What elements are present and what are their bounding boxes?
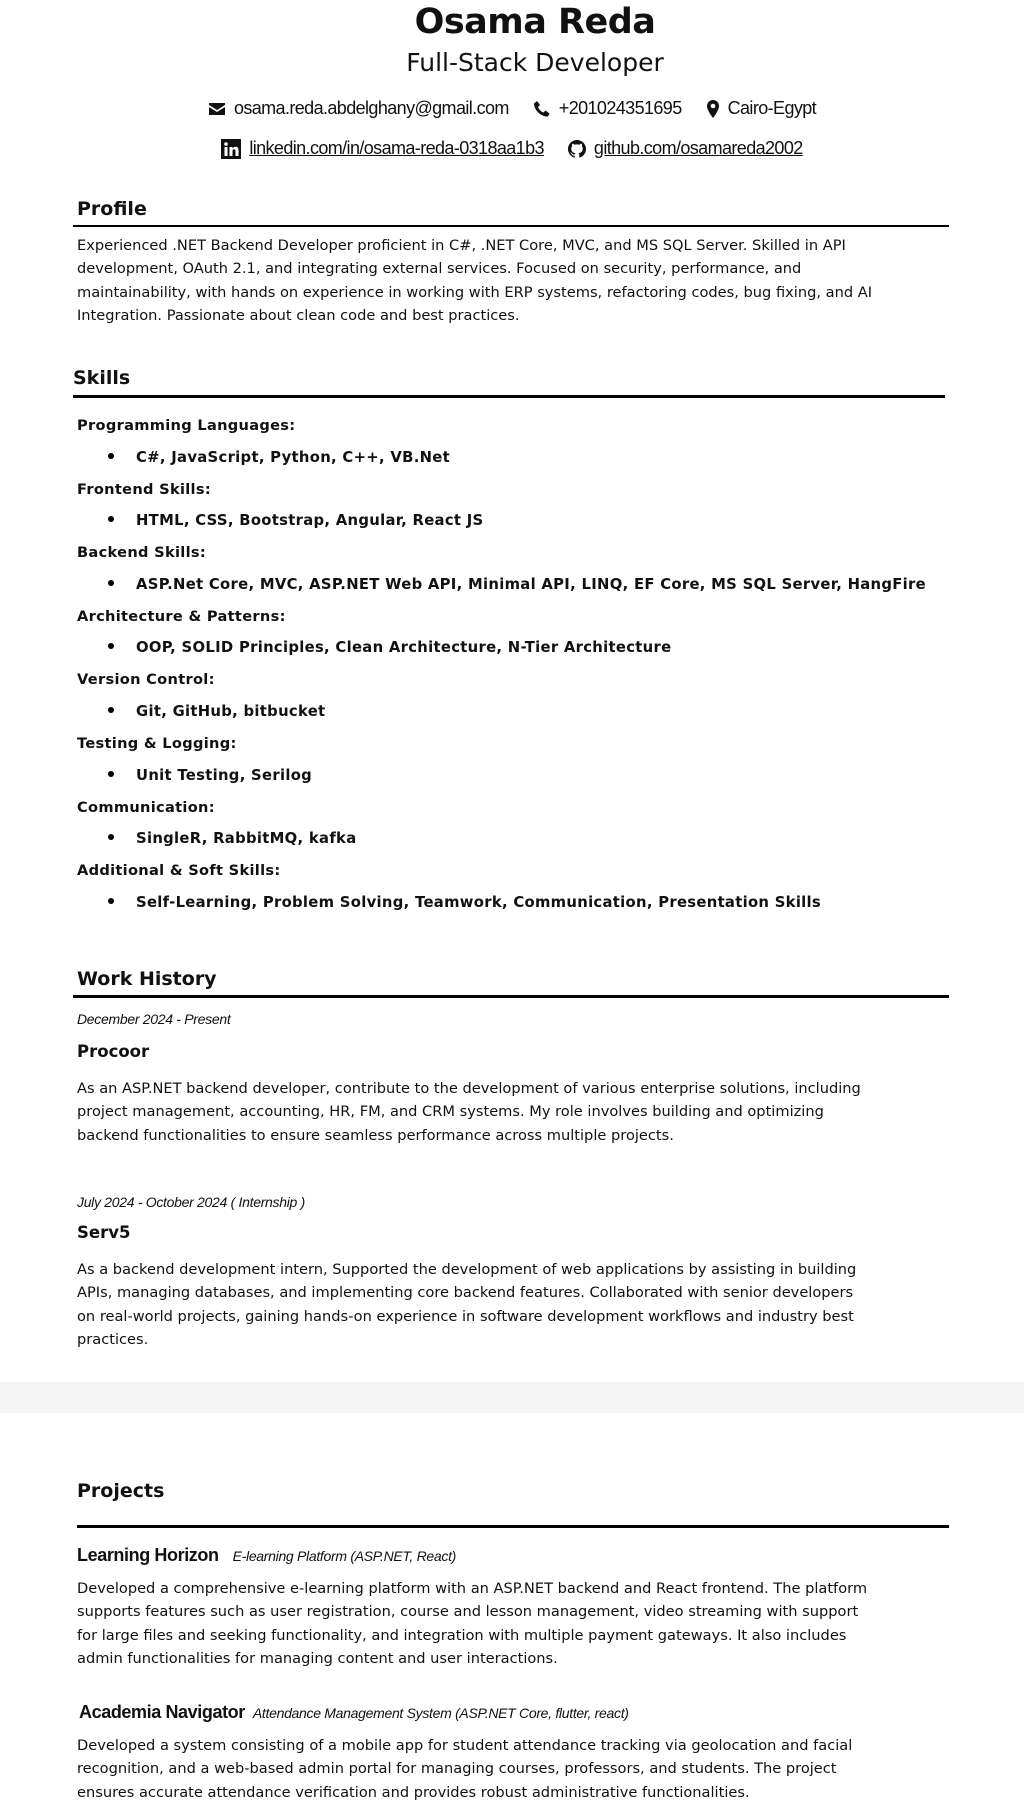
profile-line: development, OAuth 2.1, and integrating external services. Focused on security, performance, and: [77, 260, 802, 278]
candidate-title: Full-Stack Developer: [406, 48, 664, 77]
job-line: APIs, managing databases, and implementing core backend features. Collaborated with senior developers: [77, 1284, 854, 1302]
job-line: As an ASP.NET backend developer, contribute to the development of various enterprise solutions, including: [77, 1080, 861, 1097]
skill-bullet-item: [108, 830, 356, 847]
skill-bullet-item: [108, 449, 450, 466]
project-title-row: [79, 1702, 629, 1723]
skill-bullet-item: [108, 767, 312, 784]
job-line: practices.: [77, 1330, 149, 1348]
skill-category: Architecture & Patterns:: [77, 607, 286, 625]
contact-row: [0, 98, 1024, 119]
skill-bullet-item: [108, 639, 671, 656]
phone-item[interactable]: [533, 98, 682, 119]
skill-items: HTML, CSS, Bootstrap, Angular, React JS: [136, 512, 484, 530]
work-history-divider: [73, 995, 949, 998]
project-line: supports features such as user registration, course and lesson management, video streaming with support: [77, 1603, 859, 1621]
skill-items: Self-Learning, Problem Solving, Teamwork, Communication, Presentation Skills: [136, 893, 822, 911]
skill-category: Testing & Logging:: [77, 735, 237, 752]
project-name: Learning Horizon: [77, 1545, 219, 1565]
project-line: Developed a comprehensive e-learning platform with an ASP.NET backend and React frontend. The platform: [77, 1580, 868, 1597]
job-company: Serv5: [77, 1223, 131, 1242]
skills-divider: [73, 395, 945, 398]
skill-bullet-item: [108, 703, 325, 720]
github-link[interactable]: github.com/osamareda2002: [593, 138, 803, 158]
skill-items: ASP.Net Core, MVC, ASP.NET Web API, Minimal API, LINQ, EF Core, MS SQL Server, HangFire: [136, 575, 926, 593]
candidate-name: Osama Reda: [414, 2, 656, 42]
job-date: December 2024 - Present: [77, 1011, 231, 1027]
map-pin-icon: [706, 100, 720, 118]
skill-bullet-item: [108, 894, 821, 911]
phone-icon: [533, 100, 551, 118]
bullet-icon: [108, 516, 114, 522]
skill-category: Programming Languages:: [77, 417, 296, 434]
location-item: [706, 98, 816, 119]
project-line: recognition, and a web-based admin portal for managing courses, professors, and students. The project: [77, 1760, 837, 1778]
projects-divider: [77, 1525, 949, 1528]
profile-line: Integration. Passionate about clean code and best practices.: [77, 306, 520, 324]
bullet-icon: [108, 643, 114, 649]
project-line: Developed a system consisting of a mobile app for student attendance tracking via geolocation and facial: [77, 1737, 853, 1754]
skill-items: Unit Testing, Serilog: [136, 766, 313, 784]
project-line: ensures accurate attendance verification and provides robust administrative functionalities.: [77, 1783, 750, 1801]
project-title-row: [77, 1545, 456, 1566]
bullet-icon: [108, 898, 114, 904]
job-description: [77, 1258, 856, 1351]
location-text: Cairo-Egypt: [727, 98, 817, 118]
linkedin-link[interactable]: linkedin.com/in/osama-reda-0318aa1b3: [249, 138, 544, 158]
projects-heading: Projects: [77, 1480, 165, 1502]
skills-heading: Skills: [73, 367, 131, 389]
profile-divider: [73, 225, 949, 227]
job-line: As a backend development intern, Supported the development of web applications by assisting in building: [77, 1261, 857, 1278]
skill-items: OOP, SOLID Principles, Clean Architecture, N-Tier Architecture: [136, 639, 672, 657]
project-line: for large files and seeking functionality, and integration with multiple payment gateways. It also includes: [77, 1626, 847, 1644]
skill-category: Frontend Skills:: [77, 480, 211, 498]
skill-items: C#, JavaScript, Python, C++, VB.Net: [136, 448, 451, 466]
skill-category: Additional & Soft Skills:: [77, 862, 281, 880]
skill-category: Backend Skills:: [77, 544, 206, 562]
profile-heading: Profile: [77, 198, 147, 220]
bullet-icon: [108, 580, 114, 586]
github-item[interactable]: [568, 138, 803, 159]
envelope-icon: [208, 102, 226, 116]
skill-category: Version Control:: [77, 671, 215, 689]
profile-summary: [77, 234, 872, 327]
project-description: [77, 1577, 867, 1670]
profile-line: Experienced .NET Backend Developer proficient in C#, .NET Core, MVC, and MS SQL Server. Skilled in API: [77, 237, 846, 254]
bullet-icon: [108, 453, 114, 459]
project-subtitle: E-learning Platform (ASP.NET, React): [232, 1548, 457, 1564]
project-description: [77, 1734, 852, 1804]
links-row: [0, 138, 1024, 159]
skill-items: SingleR, RabbitMQ, kafka: [136, 830, 357, 848]
email-item[interactable]: [208, 98, 509, 119]
job-date: July 2024 - October 2024 ( Internship ): [77, 1194, 305, 1210]
skill-bullet-item: [108, 512, 484, 529]
bullet-icon: [108, 834, 114, 840]
job-line: project management, accounting, HR, FM, and CRM systems. My role involves building and optimizing: [77, 1103, 824, 1121]
email-text: osama.reda.abdelghany@gmail.com: [233, 98, 509, 118]
job-description: [77, 1077, 861, 1147]
linkedin-item[interactable]: [221, 138, 544, 159]
project-name: Academia Navigator: [79, 1702, 245, 1722]
job-company: Procoor: [77, 1042, 150, 1061]
github-icon: [568, 140, 586, 158]
profile-line: maintainability, with hands on experience in working with ERP systems, refactoring codes, bug fixing, and AI: [77, 283, 873, 301]
work-history-heading: Work History: [77, 968, 217, 990]
job-line: on real-world projects, gaining hands-on experience in software development workflows and industry best: [77, 1307, 854, 1325]
job-line: backend functionalities to ensure seamless performance across multiple projects.: [77, 1126, 674, 1144]
skill-items: Git, GitHub, bitbucket: [136, 702, 326, 720]
phone-text: +201024351695: [558, 98, 682, 118]
page-break: [0, 1382, 1024, 1413]
skill-bullet-item: [108, 576, 926, 593]
linkedin-icon: [221, 139, 241, 159]
project-line: admin functionalities for managing content and user interactions.: [77, 1649, 558, 1667]
bullet-icon: [108, 771, 114, 777]
bullet-icon: [108, 707, 114, 713]
project-subtitle: Attendance Management System (ASP.NET Core, flutter, react): [252, 1705, 629, 1721]
skill-category: Communication:: [77, 798, 215, 816]
